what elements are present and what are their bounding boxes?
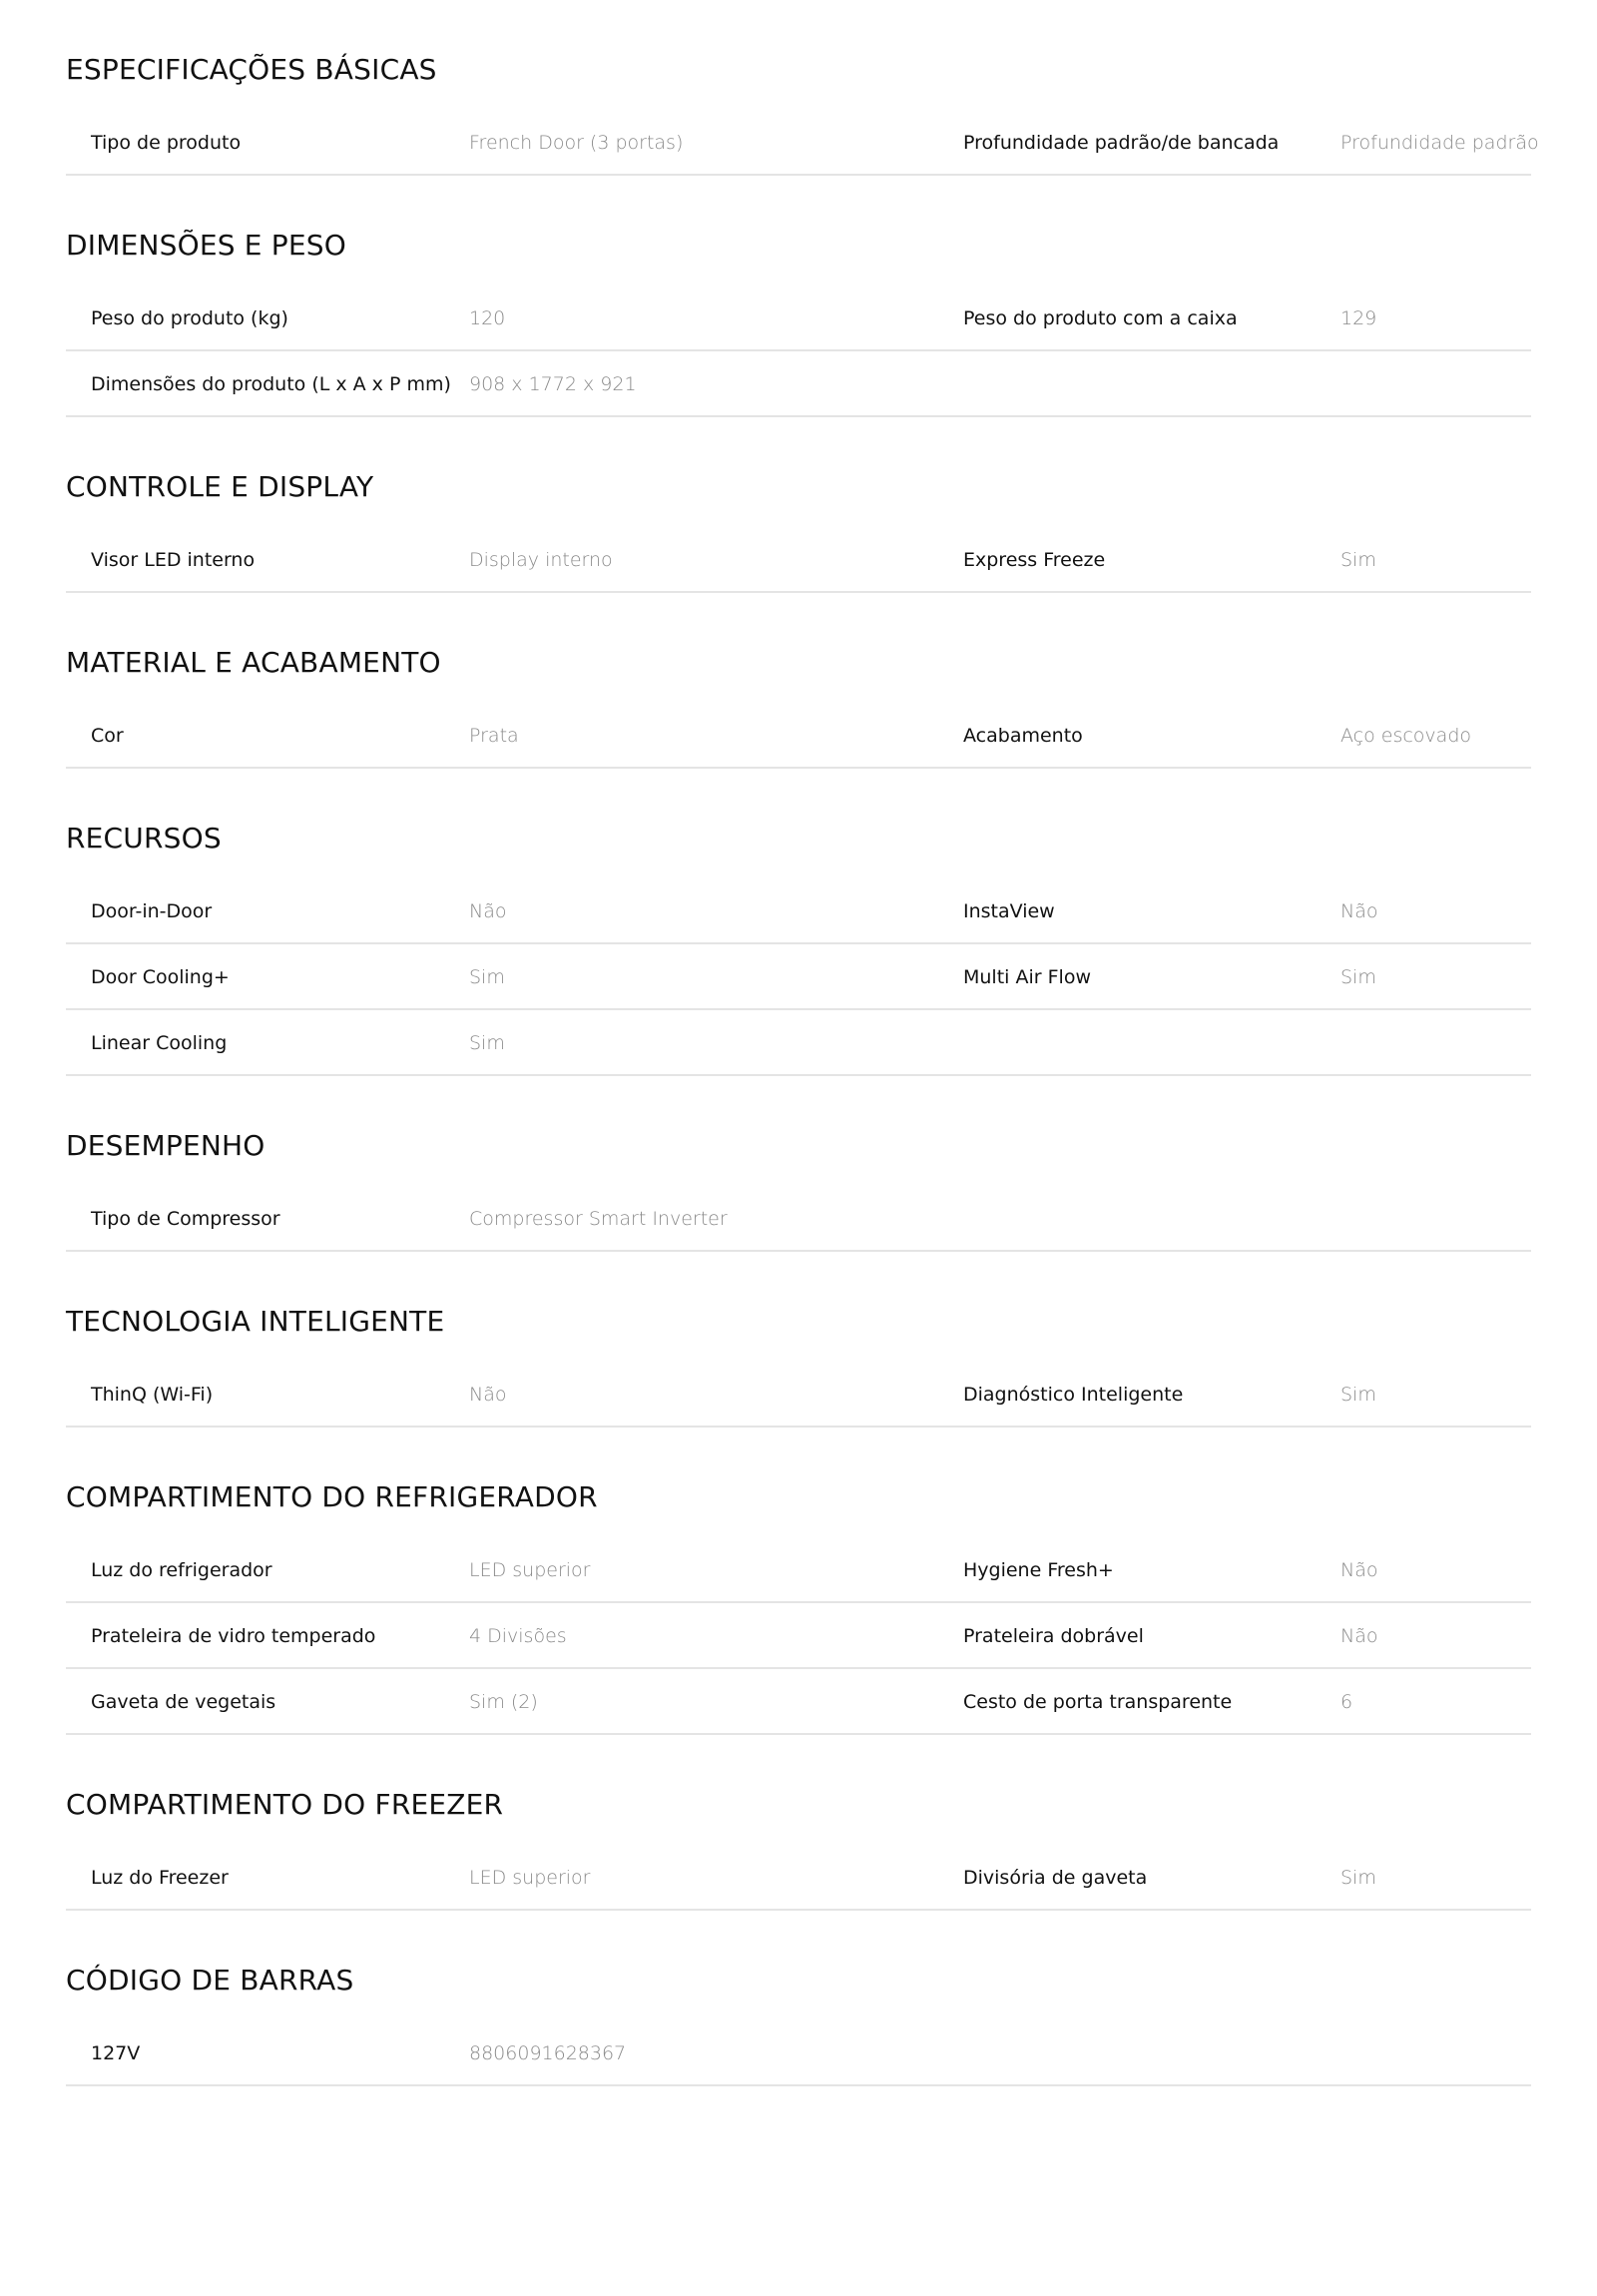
spec-label: Dimensões do produto (L x A x P mm) [91,373,451,395]
section-title: COMPARTIMENTO DO REFRIGERADOR [66,1480,598,1513]
section-title: RECURSOS [66,822,222,855]
spec-value: Sim [1340,549,1376,571]
spec-value: Sim [469,1032,505,1054]
spec-section-tecnologia-inteligente [66,1252,1531,1428]
spec-value: Sim [1340,1867,1376,1889]
spec-row [66,1186,1531,1252]
spec-label: Luz do Freezer [91,1867,229,1889]
spec-value: 908 x 1772 x 921 [469,373,637,395]
spec-row [66,878,1531,944]
spec-row [66,110,1539,176]
spec-value: Sim [469,966,505,988]
spec-label: Acabamento [963,725,1083,747]
spec-section-recursos [66,769,1531,1076]
spec-label: Express Freeze [963,549,1106,571]
spec-value: 129 [1340,307,1377,329]
spec-value: Sim [1340,1384,1376,1406]
spec-row [66,351,1531,417]
spec-row [66,286,1531,351]
spec-sheet [66,0,1539,2086]
spec-label: Linear Cooling [91,1032,228,1054]
spec-row [66,2020,1531,2086]
spec-label: Prateleira dobrável [963,1625,1144,1647]
spec-label: InstaView [963,900,1055,922]
spec-value: 4 Divisões [469,1625,567,1647]
spec-value: Display interno [469,549,613,571]
section-title: DESEMPENHO [66,1129,266,1162]
spec-value: Profundidade padrão [1340,132,1539,154]
spec-value: 6 [1340,1691,1353,1713]
spec-value: French Door (3 portas) [469,132,684,154]
spec-label: Luz do refrigerador [91,1559,272,1581]
spec-row [66,1010,1531,1076]
spec-value: 120 [469,307,506,329]
spec-label: Door-in-Door [91,900,213,922]
spec-value: Não [1340,900,1378,922]
spec-row [66,527,1531,593]
spec-label: Peso do produto com a caixa [963,307,1238,329]
spec-label: Tipo de Compressor [91,1208,280,1230]
spec-label: Hygiene Fresh+ [963,1559,1114,1581]
spec-value: Não [469,1384,507,1406]
spec-label: Multi Air Flow [963,966,1091,988]
spec-section-dimensoes-e-peso [66,176,1531,417]
spec-section-controle-e-display [66,417,1531,593]
section-title: CONTROLE E DISPLAY [66,470,374,503]
spec-label: Cor [91,725,124,747]
spec-label: Prateleira de vidro temperado [91,1625,376,1647]
spec-label: Diagnóstico Inteligente [963,1384,1184,1406]
spec-label: 127V [91,2042,141,2064]
spec-row [66,1603,1531,1669]
spec-section-compartimento-do-refrigerador [66,1428,1531,1735]
spec-value: Sim (2) [469,1691,538,1713]
spec-row [66,1537,1531,1603]
spec-value: Sim [1340,966,1376,988]
spec-row [66,1362,1531,1428]
spec-label: Cesto de porta transparente [963,1691,1233,1713]
section-title: ESPECIFICAÇÕES BÁSICAS [66,53,437,86]
spec-label: Divisória de gaveta [963,1867,1148,1889]
spec-row [66,1845,1531,1911]
spec-label: Tipo de produto [91,132,242,154]
section-title: DIMENSÕES E PESO [66,229,346,262]
section-title: COMPARTIMENTO DO FREEZER [66,1788,504,1821]
spec-label: Visor LED interno [91,549,256,571]
spec-value: Compressor Smart Inverter [469,1208,728,1230]
spec-value: LED superior [469,1559,591,1581]
section-title: MATERIAL E ACABAMENTO [66,646,441,679]
spec-label: Profundidade padrão/de bancada [963,132,1280,154]
spec-label: Gaveta de vegetais [91,1691,276,1713]
spec-section-compartimento-do-freezer [66,1735,1531,1911]
spec-value: Prata [469,725,519,747]
section-title: CÓDIGO DE BARRAS [66,1964,354,1997]
section-title: TECNOLOGIA INTELIGENTE [66,1305,445,1338]
spec-section-especificacoes-basicas [66,0,1539,176]
spec-row [66,944,1531,1010]
spec-value: Aço escovado [1340,725,1472,747]
spec-label: ThinQ (Wi-Fi) [91,1384,214,1406]
spec-value: LED superior [469,1867,591,1889]
spec-label: Peso do produto (kg) [91,307,288,329]
spec-row [66,1669,1531,1735]
spec-value: Não [1340,1625,1378,1647]
spec-value: Não [1340,1559,1378,1581]
spec-label: Door Cooling+ [91,966,230,988]
spec-row [66,703,1531,769]
spec-section-material-e-acabamento [66,593,1531,769]
spec-section-desempenho [66,1076,1531,1252]
spec-section-codigo-de-barras [66,1911,1531,2086]
spec-value: Não [469,900,507,922]
spec-value: 8806091628367 [469,2042,627,2064]
